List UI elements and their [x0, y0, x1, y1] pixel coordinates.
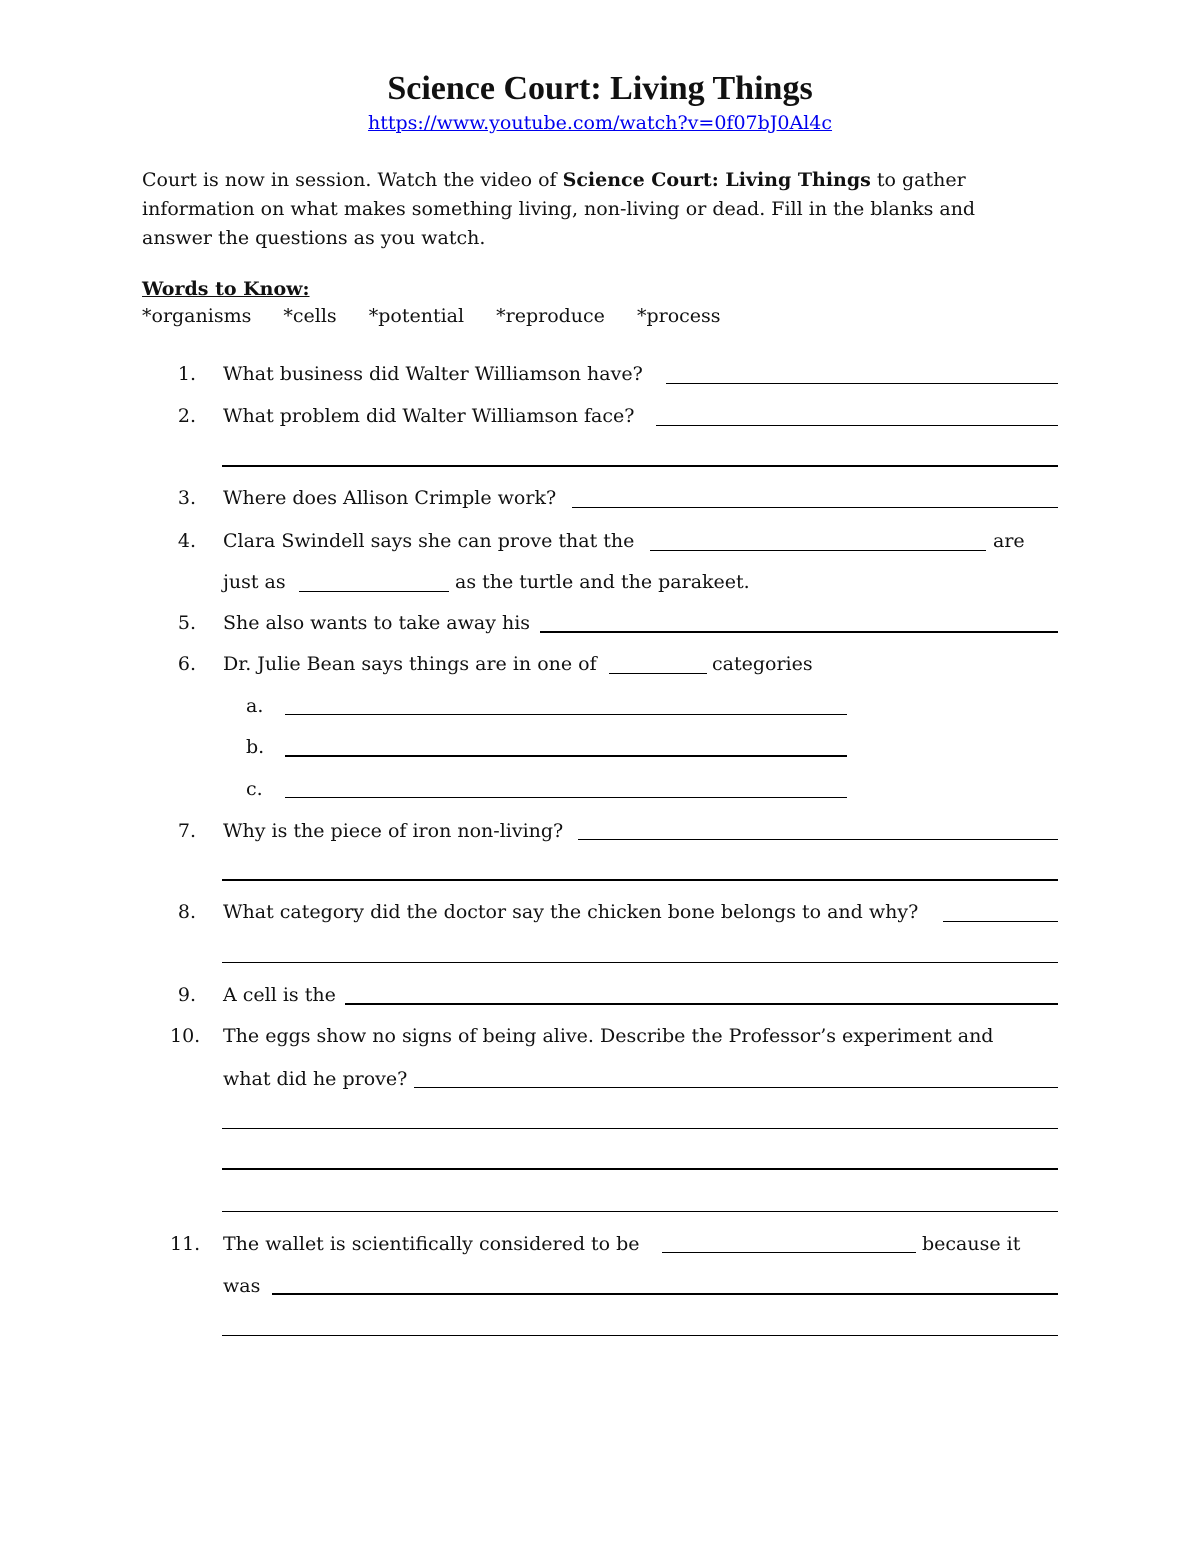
intro-video-title: Science Court: Living Things	[562, 169, 871, 191]
question-7-number: 7.	[177, 820, 196, 842]
sub-item-a-label: a.	[246, 695, 264, 717]
question-4-text-just-as: just as	[223, 571, 286, 593]
answer-blank[interactable]	[299, 591, 449, 592]
video-link[interactable]: https://www.youtube.com/watch?v=0f07bJ0Al4c	[367, 112, 833, 134]
question-6-number: 6.	[177, 653, 196, 675]
answer-line[interactable]	[222, 879, 1058, 881]
question-3-text: Where does Allison Crimple work?	[223, 487, 557, 509]
question-11-text-because: because it	[922, 1233, 1021, 1255]
answer-line[interactable]	[222, 465, 1058, 467]
word-item: *cells	[283, 305, 337, 327]
word-item: *reproduce	[496, 305, 605, 327]
answer-line[interactable]	[222, 1211, 1058, 1212]
question-3-number: 3.	[177, 487, 196, 509]
answer-blank[interactable]	[285, 755, 847, 757]
answer-line[interactable]	[222, 1128, 1058, 1129]
answer-blank[interactable]	[943, 921, 1058, 922]
answer-blank[interactable]	[285, 714, 847, 715]
question-5-text: She also wants to take away his	[223, 612, 531, 634]
question-4-text-are: are	[993, 530, 1025, 552]
question-4-text: Clara Swindell says she can prove that the	[223, 530, 635, 552]
question-6-text: Dr. Julie Bean says things are in one of	[223, 653, 597, 675]
sub-item-c-label: c.	[246, 778, 263, 800]
question-4-text-end: as the turtle and the parakeet.	[455, 571, 750, 593]
answer-blank[interactable]	[572, 507, 1058, 508]
words-to-know-heading: Words to Know:	[142, 278, 310, 300]
answer-blank[interactable]	[666, 383, 1058, 384]
answer-blank[interactable]	[656, 425, 1058, 426]
question-8-text: What category did the doctor say the chicken bone belongs to and why?	[223, 901, 919, 923]
question-10-text-2: what did he prove?	[223, 1068, 408, 1090]
answer-blank[interactable]	[540, 631, 1058, 633]
intro-paragraph	[142, 166, 1042, 253]
question-8-number: 8.	[177, 901, 196, 923]
word-item: *organisms	[142, 305, 252, 327]
question-1-number: 1.	[177, 363, 196, 385]
answer-blank[interactable]	[414, 1087, 1058, 1088]
question-11-text: The wallet is scientifically considered to be	[223, 1233, 640, 1255]
intro-text-1: Court is now in session. Watch the video of	[142, 169, 563, 191]
question-10-text: The eggs show no signs of being alive. Describe the Professor’s experiment and	[223, 1025, 994, 1047]
question-10-number: 10.	[170, 1025, 201, 1047]
answer-blank[interactable]	[650, 550, 986, 551]
question-4-number: 4.	[177, 530, 196, 552]
question-7-text: Why is the piece of iron non-living?	[223, 820, 564, 842]
question-2-text: What problem did Walter Williamson face?	[223, 405, 635, 427]
answer-blank[interactable]	[272, 1293, 1058, 1295]
answer-blank[interactable]	[662, 1252, 916, 1253]
word-item: *process	[636, 305, 721, 327]
answer-blank[interactable]	[345, 1003, 1058, 1005]
question-2-number: 2.	[177, 405, 196, 427]
page-title: Science Court: Living Things	[387, 70, 813, 107]
question-11-number: 11.	[170, 1233, 201, 1255]
question-9-text: A cell is the	[223, 984, 336, 1006]
word-item: *potential	[368, 305, 465, 327]
answer-line[interactable]	[222, 1168, 1058, 1170]
answer-line[interactable]	[222, 962, 1058, 963]
question-1-text: What business did Walter Williamson have?	[223, 363, 643, 385]
answer-line[interactable]	[222, 1335, 1058, 1336]
words-to-know-list	[142, 305, 747, 327]
question-6-text-categories: categories	[712, 653, 813, 675]
answer-blank[interactable]	[609, 673, 707, 674]
answer-blank[interactable]	[578, 839, 1058, 840]
question-11-text-was: was	[223, 1275, 261, 1297]
sub-item-b-label: b.	[246, 736, 265, 758]
answer-blank[interactable]	[285, 797, 847, 798]
question-5-number: 5.	[177, 612, 196, 634]
question-9-number: 9.	[177, 984, 196, 1006]
intro-text-2: to gather information on what makes something living, non-living or dead. Fill in the blanks and answer the questions as you watch.	[142, 169, 976, 249]
